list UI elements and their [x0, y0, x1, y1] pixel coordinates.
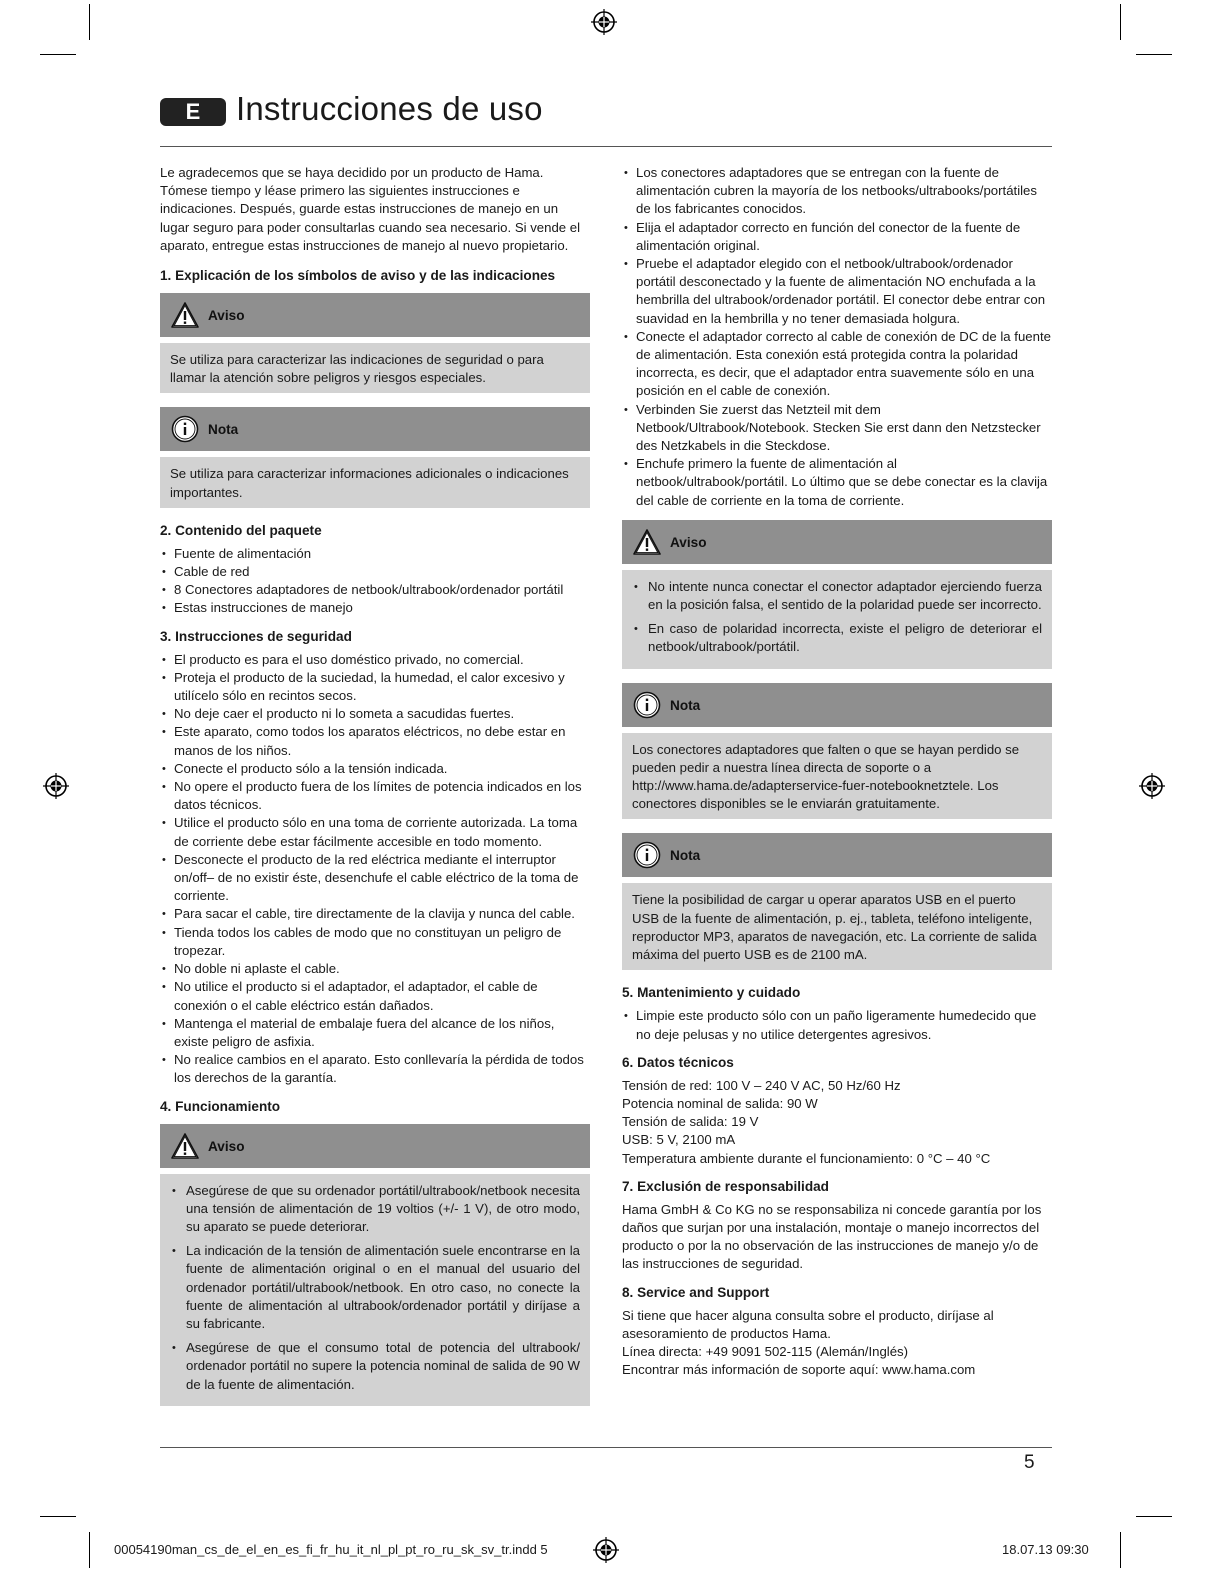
list-item: • Este aparato, como todos los aparatos eléctricos, no debe estar en manos de los niños. [160, 723, 590, 759]
warning-callout-body [160, 343, 590, 393]
info-circle-icon [632, 841, 662, 869]
note-callout-body [622, 733, 1052, 820]
note-callout [160, 407, 590, 507]
list-item: • Pruebe el adaptador elegido con el netbook/ultrabook/ordenador portátil desconectado y la fuente de alimentación NO enchufada a la hembrilla del ultrabook/ordenador portátil. El conector debe entrar con suavidad en la hembrilla y no tener demasiada holgura. [622, 255, 1052, 328]
list-item: • Utilice el producto sólo en una toma de corriente autorizada. La toma de corriente debe estar fácilmente accesible en todo momento. [160, 814, 590, 850]
print-slug-date: 18.07.13 09:30 [1002, 1542, 1089, 1557]
note-callout-text: Los conectores adaptadores que falten o que se hayan perdido se pueden pedir a nuestra línea directa de soporte o a http://www.hama.de/adapterservice-fuer-notebooknetztele. Los conectores disponibles se le enviarán gratuitamente. [632, 741, 1020, 812]
footer-divider [160, 1447, 1052, 1448]
list-item: • No doble ni aplaste el cable. [160, 960, 590, 978]
list-item: • Desconecte el producto de la red eléctrica mediante el interruptor on/off– de no existir éste, desenchufe el cable eléctrico de la toma de corriente. [160, 851, 590, 906]
warning-callout-label: Aviso [670, 534, 707, 550]
section-6-title: 6. Datos técnicos [622, 1054, 734, 1070]
note-callout-label: Nota [670, 697, 701, 713]
support-line: Si tiene que hacer alguna consulta sobre el producto, diríjase al asesoramiento de productos Hama. [622, 1307, 994, 1341]
info-circle-icon [632, 691, 662, 719]
note-callout-text: Tiene la posibilidad de cargar u operar aparatos USB en el puerto USB de la fuente de alimentación, p. ej., tableta, teléfono inteligente, reproductor MP3, aparatos de navegación, etc. La corriente de salida máxima del puerto USB es de 2100 mA. [632, 892, 1037, 963]
crop-mark [1120, 1532, 1121, 1568]
warning-callout-header [160, 1124, 590, 1168]
list-item: • El producto es para el uso doméstico privado, no comercial. [160, 651, 590, 669]
registration-mark-icon [1139, 773, 1165, 799]
list-item: • Estas instrucciones de manejo [160, 599, 590, 617]
note-callout-body [160, 457, 590, 507]
warning-triangle-icon [632, 528, 662, 556]
section-1-title: 1. Explicación de los símbolos de aviso y de las indicaciones [160, 268, 556, 284]
crop-mark [89, 1532, 90, 1568]
warning-callout-header [160, 293, 590, 337]
info-circle-icon [170, 415, 200, 443]
list-item: • Conecte el producto sólo a la tensión indicada. [160, 760, 590, 778]
note-callout-body [622, 883, 1052, 970]
warning-callout-text: Se utiliza para caracterizar las indicaciones de seguridad o para llamar la atención sobre peligros y riesgos especiales. [170, 352, 544, 386]
list-item: • Verbinden Sie zuerst das Netzteil mit dem Netbook/Ultrabook/Notebook. Stecken Sie erst dann den Netzstecker des Netzkabels in die Steckdose. [622, 401, 1052, 456]
tech-data-line: USB: 5 V, 2100 mA [622, 1132, 736, 1148]
section-3-title: 3. Instrucciones de seguridad [160, 628, 352, 644]
warning-callout-body [622, 570, 1052, 669]
warning-callout [160, 1124, 590, 1406]
warning-callout-label: Aviso [208, 1138, 245, 1154]
registration-mark-icon [43, 773, 69, 799]
section-2-title: 2. Contenido del paquete [160, 522, 322, 538]
print-slug-filename: 00054190man_cs_de_el_en_es_fi_fr_hu_it_nl_pl_pt_ro_ru_sk_sv_tr.indd 5 [114, 1542, 548, 1557]
note-callout-header [622, 833, 1052, 877]
section-8-title: 8. Service and Support [622, 1284, 770, 1300]
list-item: • No opere el producto fuera de los límites de potencia indicados en los datos técnicos. [160, 778, 590, 814]
crop-mark [1136, 54, 1172, 55]
page-number: 5 [1024, 1452, 1035, 1473]
note-callout-header [622, 683, 1052, 727]
warning-callout-body [160, 1174, 590, 1406]
list-item: • Proteja el producto de la suciedad, la humedad, el calor excesivo y utilícelo sólo en recintos secos. [160, 669, 590, 705]
list-item: • Asegúrese de que el consumo total de potencia del ultrabook/ ordenador portátil no supere la potencia nominal de salida de 90 W de la fuente de alimentación. [170, 1339, 580, 1394]
list-item: • Tienda todos los cables de modo que no constituyan un peligro de tropezar. [160, 924, 590, 960]
tech-data [622, 1077, 1052, 1168]
note-callout [622, 833, 1052, 970]
list-item: • Para sacar el cable, tire directamente de la clavija y nunca del cable. [160, 905, 590, 923]
registration-mark-icon [593, 1537, 619, 1563]
list-item: • 8 Conectores adaptadores de netbook/ultrabook/ordenador portátil [160, 581, 590, 599]
list-item: • La indicación de la tensión de alimentación suele encontrarse en la fuente de alimentación original o en el manual del usuario del ordenador portátil/ultrabook/netbook. En otro caso, no conecte la fuente de alimentación al ultrabook/ordenador portátil y diríjase a su fabricante. [170, 1242, 580, 1333]
liability-text: Hama GmbH & Co KG no se responsabiliza ni concede garantía por los daños que surjan por una instalación, montaje o manejo incorrectos del producto o por la no observación de las instrucciones de manejo y/o de las instrucciones de seguridad. [622, 1201, 1042, 1272]
note-callout [622, 683, 1052, 820]
list-item: • No deje caer el producto ni lo someta a sacudidas fuertes. [160, 705, 590, 723]
support-line: Encontrar más información de soporte aquí: www.hama.com [622, 1362, 976, 1378]
safety-list [160, 651, 590, 1088]
list-item: • Mantenga el material de embalaje fuera del alcance de los niños, existe peligro de asfixia. [160, 1015, 590, 1051]
list-item: • No realice cambios en el aparato. Esto conllevaría la pérdida de todos los derechos de la garantía. [160, 1051, 590, 1087]
warning-callout [622, 520, 1052, 669]
note-callout-label: Nota [208, 422, 239, 438]
operation-list [622, 164, 1052, 510]
warning-callout-label: Aviso [208, 308, 245, 324]
list-item: • Los conectores adaptadores que se entregan con la fuente de alimentación cubren la mayoría de los netbooks/ultrabooks/portátiles de los fabricantes conocidos. [622, 164, 1052, 219]
intro-paragraph: Le agradecemos que se haya decidido por un producto de Hama. Tómese tiempo y léase primero las siguientes instrucciones e indicaciones. Después, guarde estas instrucciones de manejo en un lugar seguro para poder consultarlas cuando sea necesario. Si vende el aparato, entregue estas instrucciones de manejo al nuevo propietario. [160, 165, 581, 253]
list-item: • Limpie este producto sólo con un paño ligeramente humedecido que no deje pelusas y no utilice detergentes agresivos. [622, 1007, 1052, 1043]
crop-mark [40, 54, 76, 55]
left-column [160, 164, 590, 1420]
crop-mark [1136, 1516, 1172, 1517]
section-5-title: 5. Mantenimiento y cuidado [622, 985, 801, 1001]
list-item: • Elija el adaptador correcto en función del conector de la fuente de alimentación original. [622, 219, 1052, 255]
list-item: • No intente nunca conectar el conector adaptador ejerciendo fuerza en la posición falsa, el sentido de la polaridad puede ser incorrecto. [632, 578, 1042, 614]
warning-callout-header [622, 520, 1052, 564]
tech-data-line: Temperatura ambiente durante el funcionamiento: 0 °C – 40 °C [622, 1150, 991, 1166]
section-7-title: 7. Exclusión de responsabilidad [622, 1178, 829, 1194]
list-item: • Conecte el adaptador correcto al cable de conexión de DC de la fuente de alimentación. Esta conexión está protegida contra la polaridad incorrecta, es decir, que el adaptador entra suavemente sólo en una posición en el cable de conexión. [622, 328, 1052, 401]
note-callout-text: Se utiliza para caracterizar informaciones adicionales o indicaciones importantes. [170, 466, 569, 500]
warning-triangle-icon [170, 1132, 200, 1160]
package-contents-list [160, 545, 590, 618]
warning-callout [160, 293, 590, 393]
right-column [622, 164, 1052, 1379]
note-callout-header [160, 407, 590, 451]
language-badge: E [160, 98, 226, 126]
page-title: Instrucciones de uso [236, 90, 543, 127]
crop-mark [89, 4, 90, 40]
note-callout-label: Nota [670, 848, 701, 864]
list-item: • Asegúrese de que su ordenador portátil/ultrabook/netbook necesita una tensión de alimentación de 19 voltios (+/- 1 V), de otro modo, su aparato se puede deteriorar. [170, 1182, 580, 1237]
header-divider [160, 146, 1052, 147]
list-item: • No utilice el producto si el adaptador, el adaptador, el cable de conexión o el cable eléctrico están dañados. [160, 978, 590, 1014]
tech-data-line: Tensión de salida: 19 V [622, 1114, 759, 1130]
section-4-title: 4. Funcionamiento [160, 1098, 281, 1114]
support-line: Línea directa: +49 9091 502-115 (Alemán/Inglés) [622, 1343, 909, 1359]
crop-mark [1120, 4, 1121, 40]
tech-data-line: Potencia nominal de salida: 90 W [622, 1095, 818, 1111]
crop-mark [40, 1516, 76, 1517]
warning-triangle-icon [170, 301, 200, 329]
registration-mark-icon [591, 9, 617, 35]
list-item: • En caso de polaridad incorrecta, existe el peligro de deteriorar el netbook/ultrabook/portátil. [632, 620, 1042, 656]
maintenance-list [622, 1007, 1052, 1043]
list-item: • Cable de red [160, 563, 590, 581]
list-item: • Enchufe primero la fuente de alimentación al netbook/ultrabook/portátil. Lo último que se debe conectar es la clavija del cable de corriente en la toma de corriente. [622, 455, 1052, 510]
list-item: • Fuente de alimentación [160, 545, 590, 563]
tech-data-line: Tensión de red: 100 V – 240 V AC, 50 Hz/60 Hz [622, 1077, 901, 1093]
